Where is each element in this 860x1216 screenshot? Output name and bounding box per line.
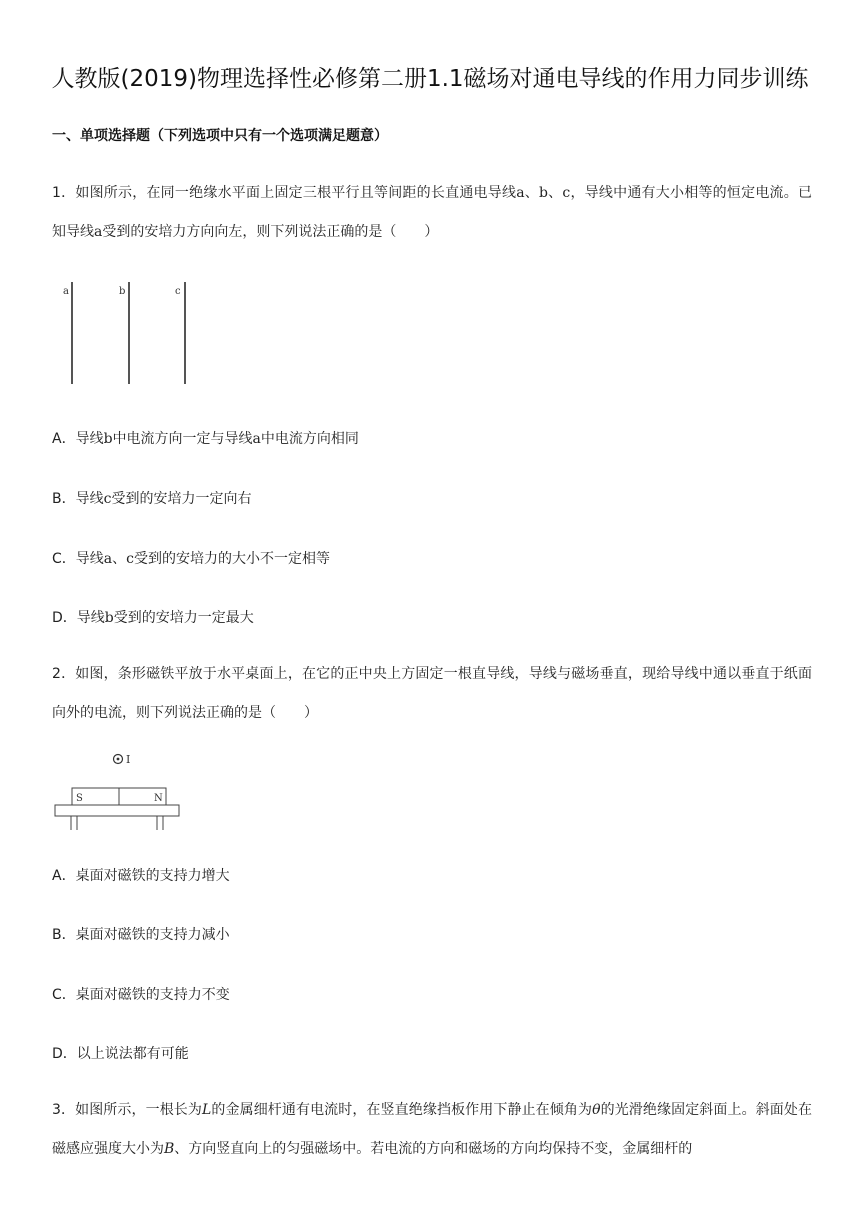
question-3-text-b: 的金属细杆通有电流时，在竖直绝缘挡板作用下静止在倾角为 xyxy=(211,1102,593,1118)
question-2-option-d xyxy=(52,1043,189,1063)
option-letter: D． xyxy=(52,610,77,626)
question-2-option-a xyxy=(52,865,230,885)
option-letter: B． xyxy=(52,927,76,943)
question-1-option-a xyxy=(52,428,359,448)
option-letter: C． xyxy=(52,551,76,567)
question-1-text: 如图所示，在同一绝缘水平面上固定三根平行且等间距的长直通电导线a、b、c，导线中通有大小相等的恒定电流。已知导线a受到的安培力方向向左，则下列说法正确的是（ ） xyxy=(52,185,812,240)
table-top xyxy=(55,805,179,816)
wire-c-label: c xyxy=(175,286,181,297)
variable-L: L xyxy=(202,1102,212,1118)
question-3-stem xyxy=(52,1091,812,1169)
question-1-number: 1． xyxy=(52,185,76,201)
option-text: 导线a、c受到的安培力的大小不一定相等 xyxy=(75,551,330,567)
option-letter: A． xyxy=(52,431,76,447)
magnet-pole-s: S xyxy=(76,793,83,804)
option-letter: D． xyxy=(52,1046,77,1062)
option-letter: A． xyxy=(52,868,76,884)
question-3-text-d: 、方向竖直向上的匀强磁场中。若电流的方向和磁场的方向均保持不变，金属细杆的 xyxy=(174,1141,693,1157)
document-title: 人教版(2019)物理选择性必修第二册1.1磁场对通电导线的作用力同步训练 xyxy=(51,66,809,92)
question-2-stem xyxy=(52,655,812,733)
question-3-text-c: 的光滑绝缘固定斜面上。斜面处在磁感应强度大小为 xyxy=(52,1102,812,1157)
question-2-option-b xyxy=(52,924,230,944)
question-2-option-c xyxy=(52,984,230,1004)
option-letter: C． xyxy=(52,987,76,1003)
question-1-figure xyxy=(56,280,196,390)
option-text: 以上说法都有可能 xyxy=(76,1046,189,1062)
variable-B: B xyxy=(164,1141,175,1157)
question-2-number: 2． xyxy=(52,666,76,682)
question-3-text-a: 如图所示，一根长为 xyxy=(75,1102,202,1118)
wire-b-label: b xyxy=(119,286,126,297)
question-1-option-d xyxy=(52,607,254,627)
magnet-pole-n: N xyxy=(154,793,163,804)
variable-theta: θ xyxy=(592,1102,601,1118)
question-1-stem xyxy=(52,174,812,252)
option-letter: B． xyxy=(52,491,76,507)
option-text: 导线b中电流方向一定与导线a中电流方向相同 xyxy=(75,431,359,447)
wire-a-label: a xyxy=(63,286,69,297)
option-text: 桌面对磁铁的支持力减小 xyxy=(75,927,230,943)
option-text: 导线b受到的安培力一定最大 xyxy=(76,610,254,626)
question-2-text: 如图，条形磁铁平放于水平桌面上，在它的正中央上方固定一根直导线，导线与磁场垂直，现给导线中通以垂直于纸面向外的电流，则下列说法正确的是（ ） xyxy=(52,666,812,721)
option-text: 桌面对磁铁的支持力增大 xyxy=(75,868,230,884)
question-1-option-b xyxy=(52,488,251,508)
question-3-number: 3． xyxy=(52,1102,76,1118)
question-2-figure xyxy=(52,750,184,834)
question-1-option-c xyxy=(52,548,330,568)
section-heading: 一、单项选择题（下列选项中只有一个选项满足题意） xyxy=(52,128,388,144)
option-text: 桌面对磁铁的支持力不变 xyxy=(75,987,230,1003)
current-label: I xyxy=(126,753,131,766)
option-text: 导线c受到的安培力一定向右 xyxy=(75,491,252,507)
